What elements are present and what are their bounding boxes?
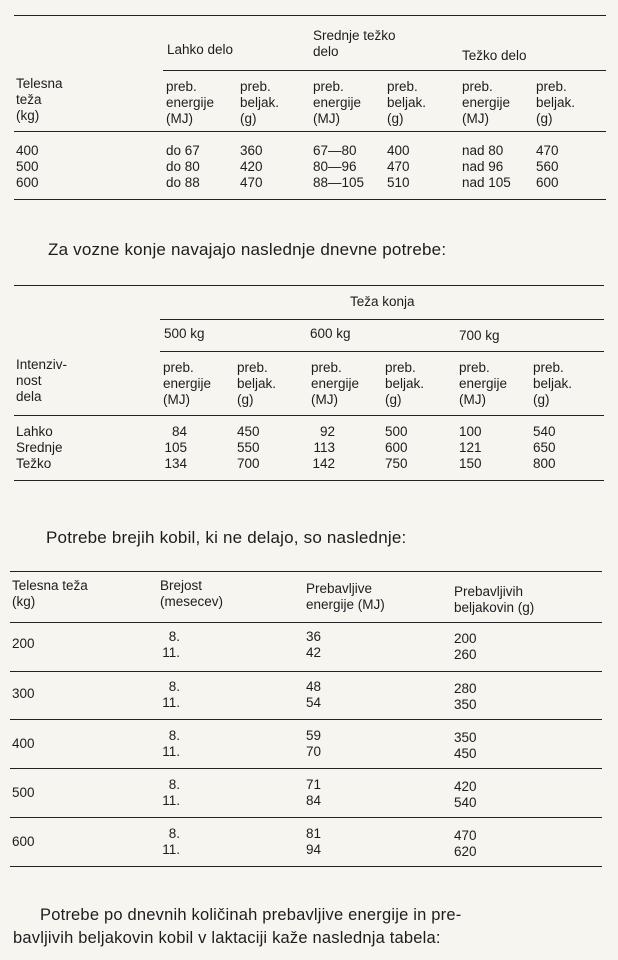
table2-header-rule xyxy=(14,415,604,416)
table1-col-light-energy: do 67 do 80 do 88 xyxy=(166,143,200,190)
table2-col-600-protein: 500 600 750 xyxy=(385,424,408,471)
table2-col-intensity: Lahko Srednje Težko xyxy=(16,424,63,471)
table1-bottom-rule xyxy=(14,199,606,200)
table1-group-light: Lahko delo xyxy=(167,42,234,57)
table1-header-rule xyxy=(14,131,606,132)
table3-header-weight: Telesna teža (kg) xyxy=(12,578,88,609)
para-breje-kobile: Potrebe brejih kobil, ki ne delajo, so naslednje: xyxy=(46,528,407,547)
table2-sub-600-protein: preb. beljak. (g) xyxy=(385,360,425,407)
table3-row-200-weight: 200 xyxy=(12,636,35,651)
table3-row-300-months: 8. 11. xyxy=(162,679,180,710)
table3-header-energy: Prebavljive energije (MJ) xyxy=(306,581,385,612)
table1-col-mid-protein: 400 470 510 xyxy=(387,143,410,190)
table3-row-400-energy: 59 70 xyxy=(306,728,322,759)
table3-row-500-weight: 500 xyxy=(12,785,35,800)
table2-sub-700-energy: preb. energije (MJ) xyxy=(459,360,508,407)
table3-row-600-protein: 470 620 xyxy=(454,828,477,859)
table3-row-200-energy: 36 42 xyxy=(306,629,322,660)
table3-bottom-rule xyxy=(10,866,602,867)
table1-top-rule xyxy=(14,15,606,16)
table1-sub-light-energy: preb. energije (MJ) xyxy=(166,79,215,126)
table3-header-protein: Prebavljivih beljakovin (g) xyxy=(454,584,535,615)
table3-row-300-weight: 300 xyxy=(12,686,35,701)
table3-header-rule xyxy=(10,622,602,623)
table3-row-400-months: 8. 11. xyxy=(162,728,180,759)
table2-top-rule xyxy=(14,285,604,286)
table3-row-300-protein: 280 350 xyxy=(454,681,477,712)
table2-group-700: 700 kg xyxy=(459,328,500,343)
table2-col-500-energy: 84 105 134 xyxy=(164,424,187,471)
table2-col-500-protein: 450 550 700 xyxy=(237,424,260,471)
table1-sub-light-protein: preb. beljak. (g) xyxy=(240,79,280,126)
table2-bottom-rule xyxy=(14,480,604,481)
table1-group-rule xyxy=(163,70,606,71)
para-laktacija-line1: Potrebe po dnevnih količinah prebavljive energije in pre- xyxy=(40,906,462,924)
table2-col-700-protein: 540 650 800 xyxy=(533,424,556,471)
table1-sub-mid-protein: preb. beljak. (g) xyxy=(387,79,427,126)
table3-row-rule-400 xyxy=(10,768,602,769)
table2-col-600-energy: 92 113 142 xyxy=(312,424,335,471)
table3-row-rule-200 xyxy=(10,671,602,672)
table3-row-400-weight: 400 xyxy=(12,736,35,751)
table3-row-200-protein: 200 260 xyxy=(454,631,477,662)
table1-col-weight: 400 500 600 xyxy=(16,143,39,190)
table3-top-rule xyxy=(10,571,602,572)
table2-super-header: Teža konja xyxy=(350,294,415,309)
para-vozne-konje: Za vozne konje navajajo naslednje dnevne potrebe: xyxy=(48,240,447,259)
table1-sub-heavy-protein: preb. beljak. (g) xyxy=(536,79,576,126)
table3-header-pregnancy: Brejost (mesecev) xyxy=(160,578,224,609)
table3-row-600-weight: 600 xyxy=(12,834,35,849)
table3-row-400-protein: 350 450 xyxy=(454,730,477,761)
table2-group-500: 500 kg xyxy=(164,326,205,341)
table2-sub-500-protein: preb. beljak. (g) xyxy=(237,360,277,407)
table2-sub-600-energy: preb. energije (MJ) xyxy=(311,360,360,407)
table1-group-heavy: Težko delo xyxy=(462,48,527,63)
table2-group-600: 600 kg xyxy=(310,326,351,341)
table1-sub-mid-energy: preb. energije (MJ) xyxy=(313,79,362,126)
table2-sub-700-protein: preb. beljak. (g) xyxy=(533,360,573,407)
table3-row-rule-300 xyxy=(10,719,602,720)
table1-row-header: Telesna teža (kg) xyxy=(16,76,63,123)
table3-row-200-months: 8. 11. xyxy=(162,629,180,660)
table3-row-500-protein: 420 540 xyxy=(454,779,477,810)
table1-group-medium: Srednje težko delo xyxy=(313,28,396,59)
table2-super-rule xyxy=(160,319,604,320)
table3-row-600-months: 8. 11. xyxy=(162,826,180,857)
table1-col-light-protein: 360 420 470 xyxy=(240,143,263,190)
table2-row-header: Intenziv- nost dela xyxy=(16,357,68,404)
table3-row-600-energy: 81 94 xyxy=(306,826,322,857)
table1-sub-heavy-energy: preb. energije (MJ) xyxy=(462,79,511,126)
table3-row-rule-500 xyxy=(10,817,602,818)
table2-group-rule xyxy=(160,351,604,352)
table1-col-heavy-energy: nad 80 nad 96 nad 105 xyxy=(462,143,511,190)
table2-col-700-energy: 100 121 150 xyxy=(459,424,482,471)
table3-row-500-months: 8. 11. xyxy=(162,777,180,808)
table3-row-500-energy: 71 84 xyxy=(306,777,322,808)
table3-row-300-energy: 48 54 xyxy=(306,679,322,710)
table1-col-mid-energy: 67—80 80—96 88—105 xyxy=(313,143,365,190)
para-laktacija-line2: bavljivih beljakovin kobil v laktaciji kaže naslednja tabela: xyxy=(13,929,441,947)
table2-sub-500-energy: preb. energije (MJ) xyxy=(163,360,212,407)
table1-col-heavy-protein: 470 560 600 xyxy=(536,143,559,190)
